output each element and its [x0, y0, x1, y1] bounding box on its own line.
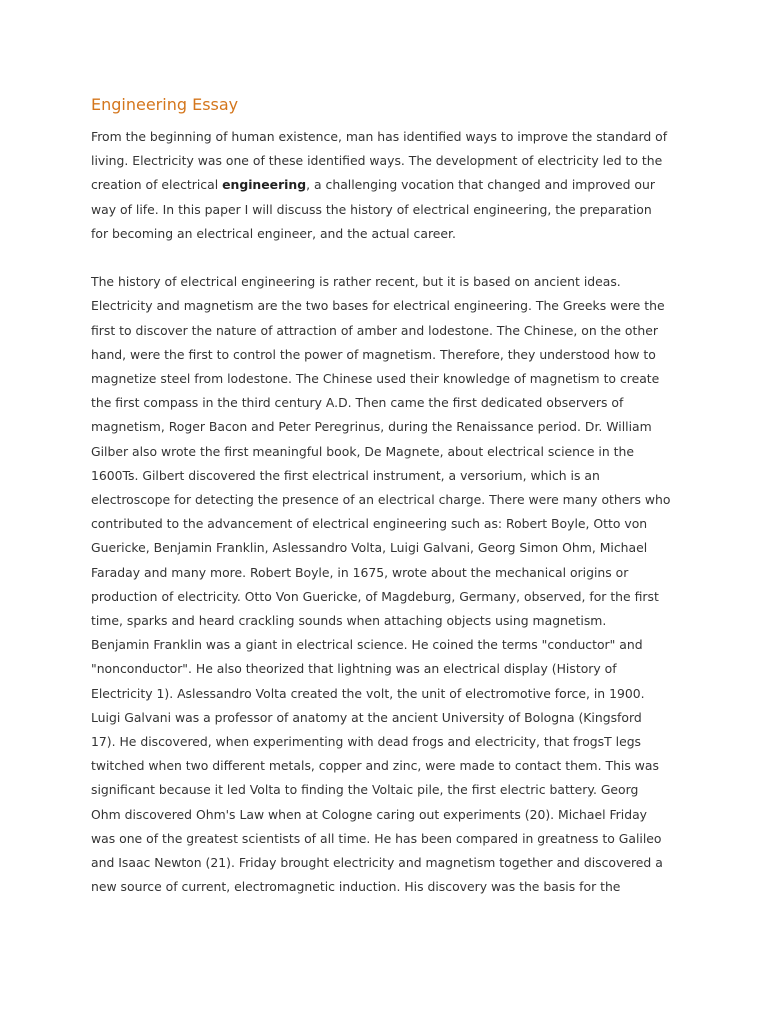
text-line: Benjamin Franklin was a giant in electrical science. He coined the terms "conductor" and	[91, 637, 643, 653]
text-line: magnetism, Roger Bacon and Peter Peregrinus, during the Renaissance period. Dr. William	[91, 419, 652, 435]
bold-keyword: engineering	[222, 177, 307, 193]
text-line: electroscope for detecting the presence of an electrical charge. There were many others who	[91, 492, 671, 508]
text-line: and Isaac Newton (21). Friday brought electricity and magnetism together and discovered a	[91, 855, 663, 871]
text-line: Luigi Galvani was a professor of anatomy at the ancient University of Bologna (Kingsford	[91, 709, 642, 725]
text-line: Faraday and many more. Robert Boyle, in 1675, wrote about the mechanical origins or	[91, 564, 629, 580]
text-line: 17). He discovered, when experimenting with dead frogs and electricity, that frogsT legs	[91, 734, 642, 750]
text-line: for becoming an electrical engineer, and the actual career.	[91, 225, 456, 241]
text-line: production of electricity. Otto Von Guericke, of Magdeburg, Germany, observed, for the first	[91, 588, 659, 604]
text-line: Guericke, Benjamin Franklin, Aslessandro Volta, Luigi Galvani, Georg Simon Ohm, Michael	[91, 540, 648, 556]
text-segment: creation of electrical	[91, 177, 223, 193]
text-line: Gilber also wrote the first meaningful book, De Magnete, about electrical science in the	[91, 443, 634, 459]
text-line: new source of current, electromagnetic induction. His discovery was the basis for the	[91, 879, 621, 895]
text-line: the first compass in the third century A.D. Then came the first dedicated observers of	[91, 395, 624, 411]
text-line: living. Electricity was one of these identified ways. The development of electricity led to the	[91, 153, 663, 169]
essay-page	[91, 93, 691, 899]
text-line: Electricity 1). Aslessandro Volta created the volt, the unit of electromotive force, in 1900.	[91, 685, 645, 701]
text-line: The history of electrical engineering is rather recent, but it is based on ancient ideas.	[91, 274, 621, 290]
text-line: twitched when two different metals, copper and zinc, were made to contact them. This was	[91, 758, 659, 774]
text-line: time, sparks and heard crackling sounds when attaching objects using magnetism.	[91, 613, 607, 629]
text-line: magnetize steel from lodestone. The Chinese used their knowledge of magnetism to create	[91, 371, 660, 387]
paragraph-intro	[91, 125, 691, 246]
text-line: From the beginning of human existence, man has identified ways to improve the standard of	[91, 129, 668, 144]
text-line: 1600Ts. Gilbert discovered the first electrical instrument, a versorium, which is an	[91, 467, 600, 483]
text-line: was one of the greatest scientists of all time. He has been compared in greatness to Galileo	[91, 830, 662, 846]
paragraph-history	[91, 270, 691, 899]
text-line: first to discover the nature of attraction of amber and lodestone. The Chinese, on the other	[91, 322, 658, 338]
essay-title: Engineering Essay	[91, 95, 239, 114]
text-line: "nonconductor". He also theorized that lightning was an electrical display (History of	[91, 661, 617, 677]
text-line: Electricity and magnetism are the two bases for electrical engineering. The Greeks were the	[91, 298, 665, 314]
text-line	[91, 173, 691, 197]
text-line: way of life. In this paper I will discuss the history of electrical engineering, the preparation	[91, 201, 652, 217]
text-line: significant because it led Volta to finding the Voltaic pile, the first electric battery. Georg	[91, 782, 639, 798]
paragraph-spacer	[91, 246, 691, 270]
text-line: contributed to the advancement of electrical engineering such as: Robert Boyle, Otto von	[91, 516, 648, 532]
text-line: Ohm discovered Ohm's Law when at Cologne caring out experiments (20). Michael Friday	[91, 806, 647, 822]
text-segment: , a challenging vocation that changed and improved our	[306, 177, 655, 193]
text-line: hand, were the first to control the power of magnetism. Therefore, they understood how to	[91, 346, 656, 362]
